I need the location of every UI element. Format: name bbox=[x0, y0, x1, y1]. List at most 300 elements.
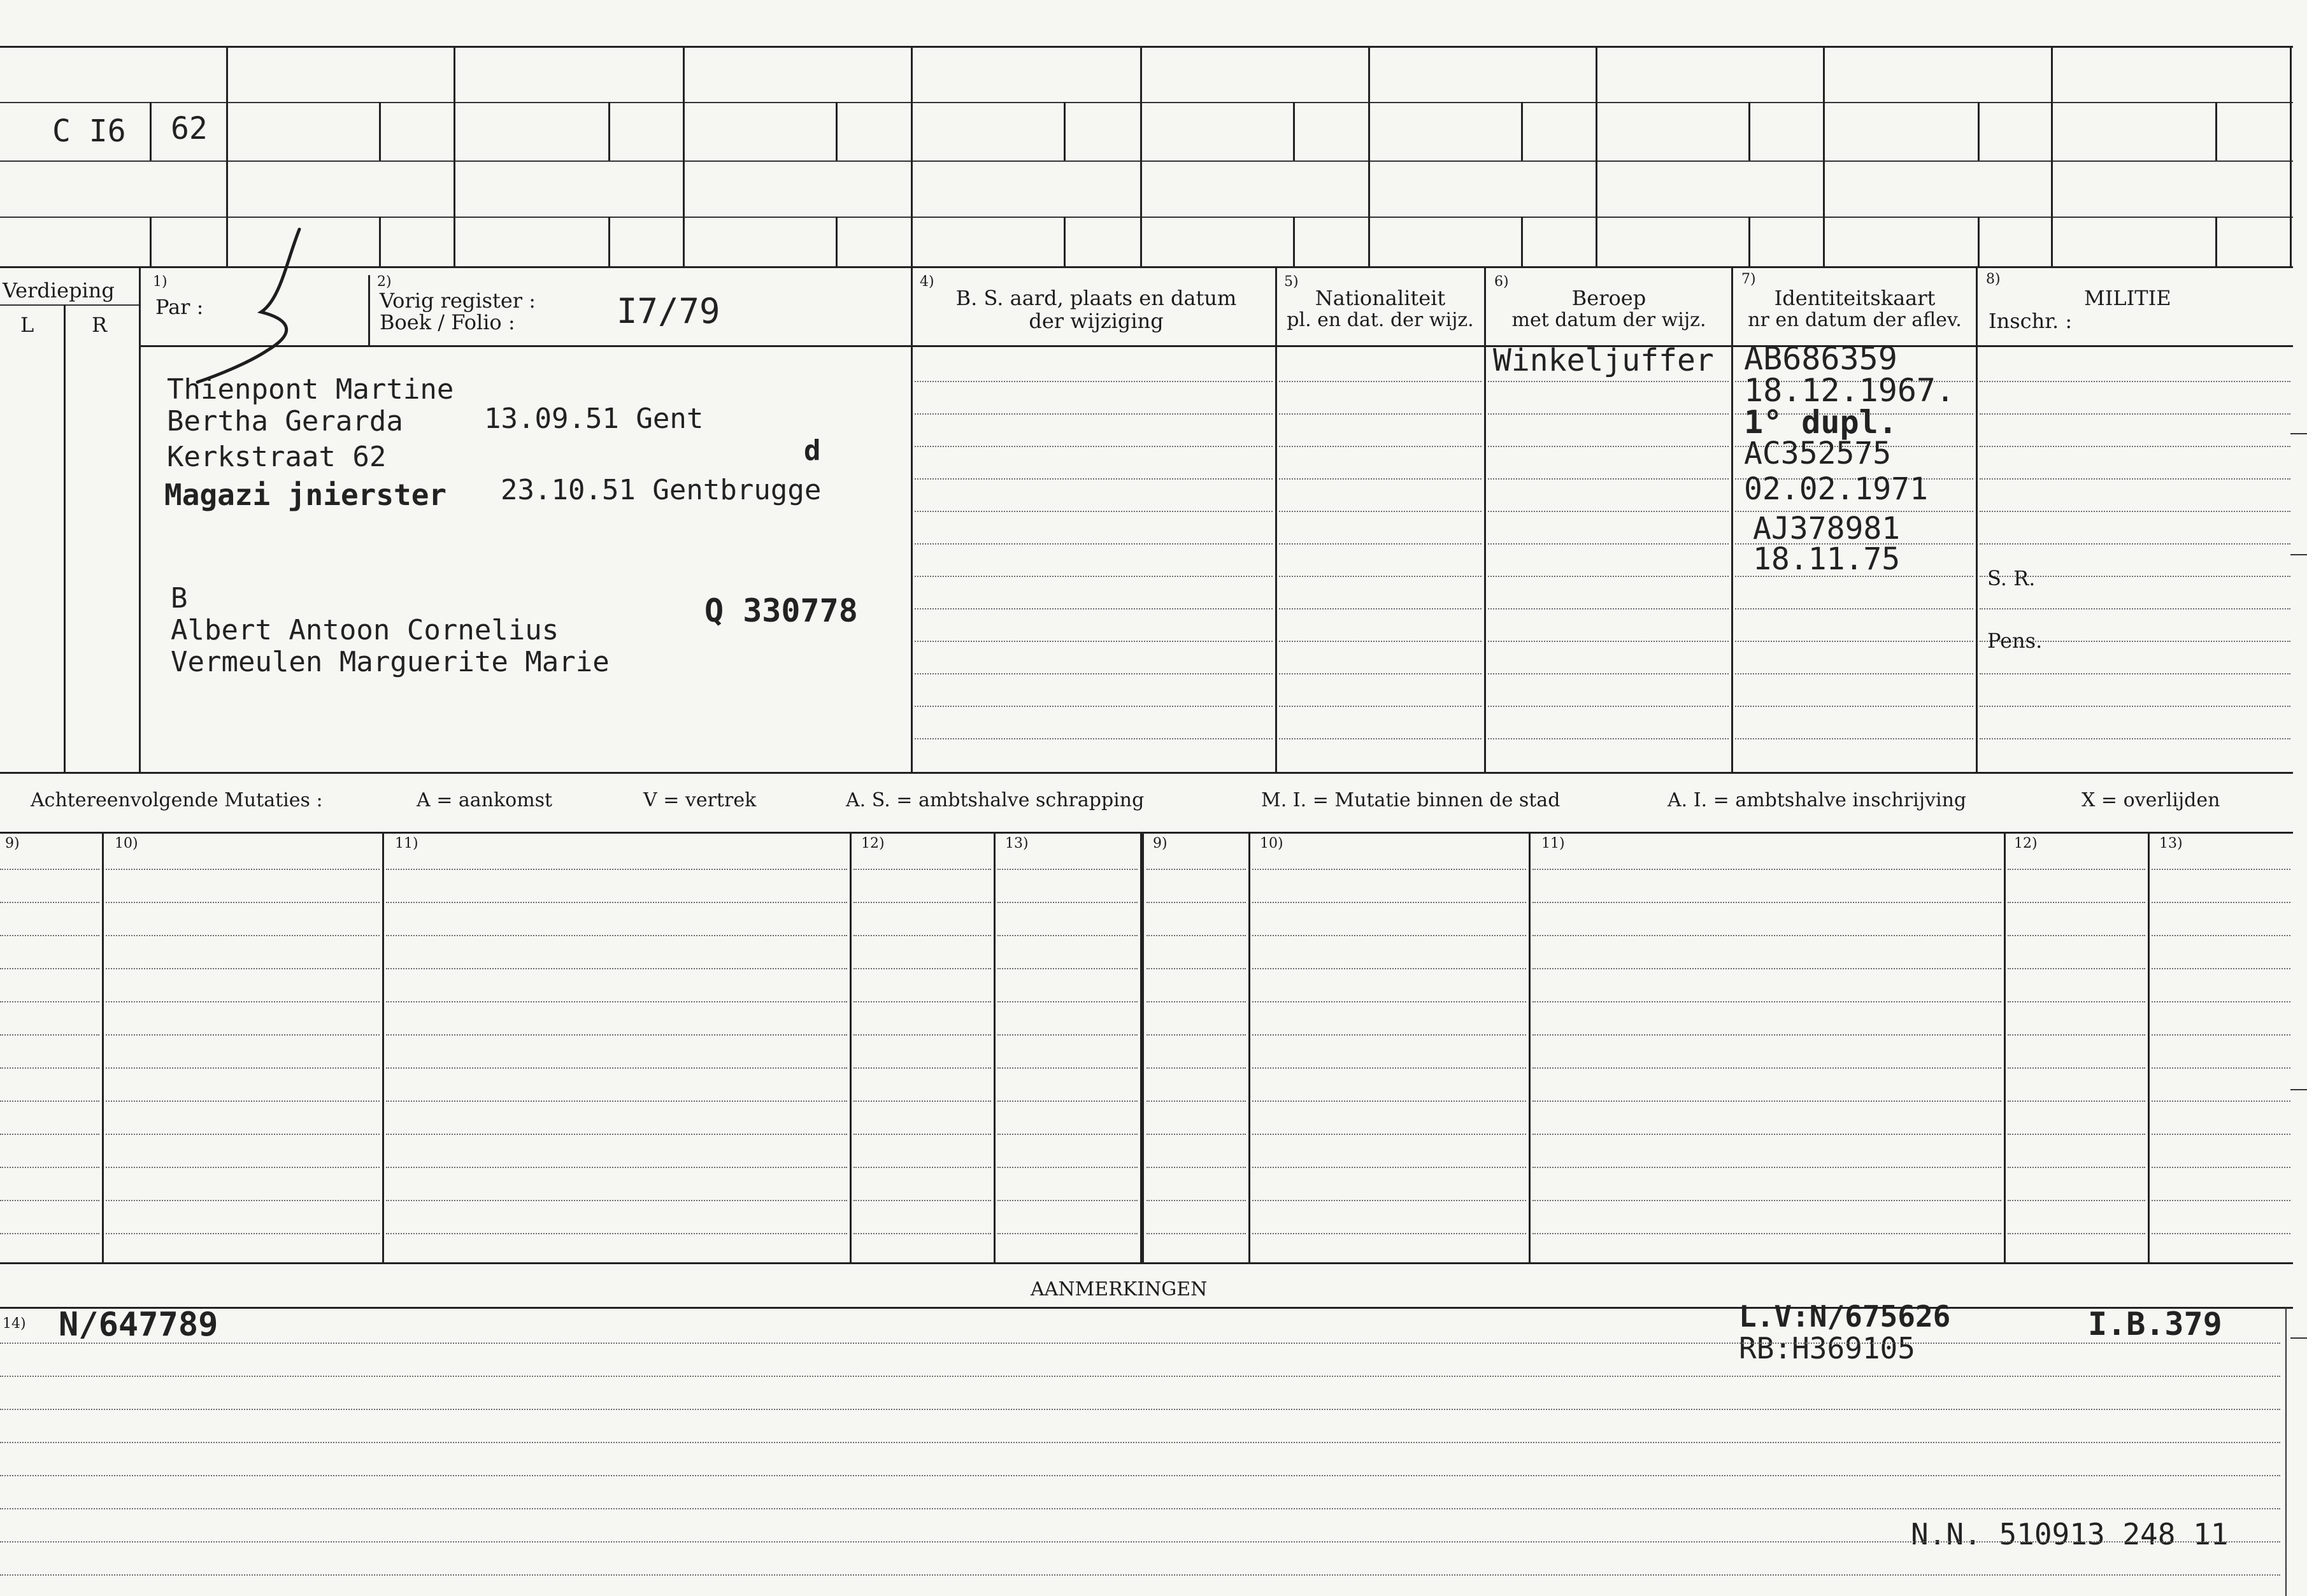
spouse-line-1: Albert Antoon Cornelius bbox=[171, 614, 559, 646]
dotted-rule bbox=[854, 1067, 991, 1069]
dotted-rule bbox=[106, 1067, 380, 1069]
top-rule bbox=[0, 46, 2293, 48]
dotted-rule bbox=[2152, 1001, 2290, 1002]
dotted-rule bbox=[106, 869, 380, 870]
vorig-register-label: Vorig register : bbox=[380, 289, 536, 313]
dotted-rule bbox=[0, 1475, 2280, 1476]
dotted-rule bbox=[2008, 1233, 2145, 1234]
dotted-rule bbox=[1532, 1101, 2001, 1102]
dotted-rule bbox=[854, 902, 991, 903]
nat-header-1: Nationaliteit bbox=[1315, 286, 1446, 310]
grid-line bbox=[379, 217, 381, 266]
mut-col-line bbox=[1248, 832, 1250, 1262]
body-bottom-rule bbox=[0, 772, 2293, 774]
letter-b: B bbox=[171, 582, 188, 615]
dotted-rule bbox=[2008, 1167, 2145, 1168]
militie-header: MILITIE bbox=[2084, 286, 2171, 310]
dotted-rule bbox=[1488, 511, 1729, 512]
dotted-rule bbox=[1488, 543, 1729, 545]
aanmerkingen-title: AANMERKINGEN bbox=[1031, 1278, 1208, 1300]
dotted-rule bbox=[2008, 968, 2145, 969]
grid-rule bbox=[0, 102, 2293, 103]
dotted-rule bbox=[0, 1442, 2280, 1443]
dotted-rule bbox=[106, 1167, 380, 1168]
remark-rb: RB:H369105 bbox=[1739, 1331, 1915, 1365]
grid-line bbox=[454, 46, 455, 266]
dotted-rule bbox=[915, 641, 1273, 642]
bs-header-2: der wijziging bbox=[1029, 309, 1164, 333]
id-entry-4: AC352575 bbox=[1744, 436, 1892, 471]
dotted-rule bbox=[1279, 641, 1482, 642]
dotted-rule bbox=[386, 968, 847, 969]
dotted-rule bbox=[106, 902, 380, 903]
dotted-rule bbox=[1146, 1067, 1246, 1069]
dotted-rule bbox=[1146, 1200, 1246, 1201]
dotted-rule bbox=[1146, 1034, 1246, 1036]
col-line bbox=[1275, 266, 1277, 773]
id-header-2: nr en datum der aflev. bbox=[1748, 309, 1962, 331]
col-num-2: 2) bbox=[377, 274, 392, 290]
grid-line bbox=[683, 46, 685, 266]
dotted-rule bbox=[2008, 902, 2145, 903]
mut-num: 12) bbox=[2014, 836, 2038, 851]
boek-folio-label: Boek / Folio : bbox=[380, 310, 515, 334]
dotted-rule bbox=[1488, 673, 1729, 674]
mut-col-line bbox=[1529, 832, 1531, 1262]
grid-line bbox=[911, 46, 913, 266]
mut-col-line bbox=[382, 832, 384, 1262]
pens-label: Pens. bbox=[1987, 629, 2043, 653]
dotted-rule bbox=[1532, 935, 2001, 936]
dotted-rule bbox=[2152, 1167, 2290, 1168]
dotted-rule bbox=[1488, 706, 1729, 707]
dotted-rule bbox=[2152, 869, 2290, 870]
dotted-rule bbox=[1735, 608, 1973, 609]
dotted-rule bbox=[386, 1101, 847, 1102]
dotted-rule bbox=[0, 869, 99, 870]
grid-line bbox=[1368, 46, 1370, 266]
mut-num: 13) bbox=[2159, 836, 2183, 851]
dotted-rule bbox=[997, 1101, 1138, 1102]
name-line-1: Thienpont Martine bbox=[167, 373, 454, 406]
dotted-rule bbox=[997, 1167, 1138, 1168]
dotted-rule bbox=[1980, 511, 2290, 512]
dotted-rule bbox=[106, 968, 380, 969]
grid-line bbox=[2290, 46, 2292, 266]
handwritten-arrow bbox=[191, 223, 344, 388]
grid-rule bbox=[0, 217, 2293, 218]
dotted-rule bbox=[1532, 1233, 2001, 1234]
id-entry-7: 18.11.75 bbox=[1753, 541, 1901, 577]
dotted-rule bbox=[854, 1001, 991, 1002]
grid-line bbox=[1064, 102, 1066, 160]
marriage-info: 23.10.51 Gentbrugge bbox=[501, 474, 822, 506]
dotted-rule bbox=[1532, 1167, 2001, 1168]
mut-col-line bbox=[2148, 832, 2150, 1262]
dotted-rule bbox=[1735, 706, 1973, 707]
beroep-header-1: Beroep bbox=[1571, 286, 1646, 310]
mut-num: 11) bbox=[395, 836, 418, 851]
mutaties-bottom-rule bbox=[0, 1262, 2293, 1264]
dotted-rule bbox=[0, 1409, 2280, 1410]
grid-line bbox=[836, 217, 838, 266]
profession: Magazi jnierster bbox=[164, 478, 447, 512]
col-line bbox=[139, 266, 141, 773]
dotted-rule bbox=[915, 543, 1273, 545]
mut-num: 13) bbox=[1005, 836, 1029, 851]
dotted-rule bbox=[1279, 608, 1482, 609]
dotted-rule bbox=[1488, 381, 1729, 382]
mutaties-top-rule bbox=[0, 832, 2293, 834]
dotted-rule bbox=[1488, 446, 1729, 447]
dotted-rule bbox=[1252, 1001, 1526, 1002]
par-label: Par : bbox=[155, 295, 204, 319]
legend-v: V = vertrek bbox=[643, 789, 757, 811]
legend-x: X = overlijden bbox=[2082, 789, 2220, 811]
dotted-rule bbox=[1146, 1001, 1246, 1002]
dotted-rule bbox=[0, 1574, 2280, 1576]
dotted-rule bbox=[0, 1001, 99, 1002]
dotted-rule bbox=[0, 935, 99, 936]
grid-line bbox=[608, 102, 610, 160]
grid-line bbox=[2215, 217, 2217, 266]
grid-line bbox=[1748, 217, 1750, 266]
dotted-rule bbox=[854, 1233, 991, 1234]
dotted-rule bbox=[2152, 1200, 2290, 1201]
dotted-rule bbox=[1279, 738, 1482, 739]
dotted-rule bbox=[1532, 902, 2001, 903]
dotted-rule bbox=[1146, 1233, 1246, 1234]
mut-num: 9) bbox=[5, 836, 20, 851]
dotted-rule bbox=[1532, 1134, 2001, 1135]
dotted-rule bbox=[1980, 673, 2290, 674]
id-entry-1: AB686359 bbox=[1744, 340, 1897, 377]
dotted-rule bbox=[915, 413, 1273, 415]
header-bottom-rule bbox=[139, 345, 2293, 347]
dotted-rule bbox=[1252, 1233, 1526, 1234]
dotted-rule bbox=[106, 1034, 380, 1036]
dotted-rule bbox=[106, 1134, 380, 1135]
grid-line bbox=[1596, 46, 1597, 266]
dotted-rule bbox=[915, 673, 1273, 674]
dotted-rule bbox=[915, 381, 1273, 382]
verdieping-r: R bbox=[92, 313, 108, 337]
dotted-rule bbox=[2152, 1034, 2290, 1036]
dotted-rule bbox=[106, 1101, 380, 1102]
mutaties-label: Achtereenvolgende Mutaties : bbox=[31, 789, 323, 811]
dotted-rule bbox=[997, 1034, 1138, 1036]
dotted-rule bbox=[0, 1134, 99, 1135]
grid-line bbox=[150, 217, 152, 266]
dotted-rule bbox=[106, 1233, 380, 1234]
dotted-rule bbox=[1146, 968, 1246, 969]
dotted-rule bbox=[1980, 706, 2290, 707]
dotted-rule bbox=[997, 935, 1138, 936]
dotted-rule bbox=[854, 869, 991, 870]
mut-num: 12) bbox=[861, 836, 885, 851]
dotted-rule bbox=[1279, 706, 1482, 707]
dotted-rule bbox=[915, 608, 1273, 609]
dotted-rule bbox=[1279, 673, 1482, 674]
mark-d: d bbox=[804, 434, 821, 467]
verdieping-label: Verdieping bbox=[3, 278, 115, 303]
col-num-14: 14) bbox=[3, 1316, 26, 1332]
id-entry-5: 02.02.1971 bbox=[1744, 471, 1928, 507]
dotted-rule bbox=[1279, 478, 1482, 480]
dotted-rule bbox=[0, 1233, 99, 1234]
reference-q: Q 330778 bbox=[704, 592, 858, 629]
dotted-rule bbox=[1980, 738, 2290, 739]
dotted-rule bbox=[2152, 1101, 2290, 1102]
dotted-rule bbox=[1532, 869, 2001, 870]
col-num-6: 6) bbox=[1494, 274, 1509, 290]
legend-ai: A. I. = ambtshalve inschrijving bbox=[1668, 789, 1967, 811]
dotted-rule bbox=[0, 1101, 99, 1102]
remark-ref: N/647789 bbox=[59, 1306, 218, 1344]
id-entry-2: 18.12.1967. bbox=[1744, 372, 1955, 409]
dotted-rule bbox=[1252, 1101, 1526, 1102]
dotted-rule bbox=[1735, 641, 1973, 642]
grid-line bbox=[379, 102, 381, 160]
spouse-line-2: Vermeulen Marguerite Marie bbox=[171, 646, 610, 678]
dotted-rule bbox=[997, 1067, 1138, 1069]
dotted-rule bbox=[997, 1233, 1138, 1234]
edge-tick bbox=[2290, 433, 2307, 434]
dotted-rule bbox=[386, 1067, 847, 1069]
grid-line bbox=[2051, 46, 2053, 266]
dotted-rule bbox=[1146, 1167, 1246, 1168]
dotted-rule bbox=[2152, 1067, 2290, 1069]
dotted-rule bbox=[1146, 869, 1246, 870]
name-line-2: Bertha Gerarda bbox=[167, 405, 403, 438]
dotted-rule bbox=[2008, 869, 2145, 870]
dotted-rule bbox=[1980, 446, 2290, 447]
dotted-rule bbox=[997, 1001, 1138, 1002]
dotted-rule bbox=[1532, 1067, 2001, 1069]
dotted-rule bbox=[1488, 576, 1729, 577]
col-line bbox=[368, 275, 370, 346]
dotted-rule bbox=[1488, 738, 1729, 739]
dotted-rule bbox=[0, 1508, 2280, 1509]
dotted-rule bbox=[854, 935, 991, 936]
header-top-rule bbox=[0, 266, 2293, 268]
dotted-rule bbox=[0, 1034, 99, 1036]
dotted-rule bbox=[1252, 968, 1526, 969]
dotted-rule bbox=[915, 576, 1273, 577]
grid-line bbox=[1823, 46, 1825, 266]
grid-line bbox=[1748, 102, 1750, 160]
dotted-rule bbox=[0, 1541, 2280, 1543]
dotted-rule bbox=[1279, 446, 1482, 447]
dotted-rule bbox=[386, 935, 847, 936]
grid-line bbox=[1293, 102, 1295, 160]
col-line bbox=[1484, 266, 1486, 773]
dotted-rule bbox=[1252, 1034, 1526, 1036]
grid-line bbox=[1140, 46, 1142, 266]
grid-line bbox=[1978, 217, 1980, 266]
dotted-rule bbox=[106, 1001, 380, 1002]
col-line bbox=[1976, 266, 1978, 773]
grid-line bbox=[150, 102, 152, 160]
dotted-rule bbox=[386, 1167, 847, 1168]
dotted-rule bbox=[1252, 869, 1526, 870]
dotted-rule bbox=[1532, 1034, 2001, 1036]
remark-lv: L.V:N/675626 bbox=[1739, 1299, 1951, 1334]
verdieping-l: L bbox=[20, 313, 34, 337]
dotted-rule bbox=[1252, 1067, 1526, 1069]
national-number: N.N. 510913 248 11 bbox=[1911, 1517, 2229, 1551]
id-header-1: Identiteitskaart bbox=[1774, 286, 1936, 310]
dotted-rule bbox=[2008, 1001, 2145, 1002]
grid-line bbox=[1064, 217, 1066, 266]
col-line bbox=[1731, 266, 1733, 773]
mut-col-line bbox=[850, 832, 852, 1262]
dotted-rule bbox=[997, 968, 1138, 969]
id-entry-6: AJ378981 bbox=[1753, 511, 1901, 546]
card-number: 62 bbox=[171, 111, 208, 146]
dotted-rule bbox=[915, 446, 1273, 447]
dotted-rule bbox=[0, 1067, 99, 1069]
dotted-rule bbox=[997, 902, 1138, 903]
dotted-rule bbox=[1146, 935, 1246, 936]
grid-line bbox=[836, 102, 838, 160]
edge-tick bbox=[2290, 1089, 2307, 1090]
legend-as: A. S. = ambtshalve schrapping bbox=[846, 789, 1145, 811]
grid-line bbox=[1521, 217, 1523, 266]
dotted-rule bbox=[386, 1034, 847, 1036]
mut-num: 11) bbox=[1541, 836, 1565, 851]
col-line bbox=[911, 266, 913, 773]
card-code: C I6 bbox=[52, 113, 126, 149]
dotted-rule bbox=[2008, 1034, 2145, 1036]
dotted-rule bbox=[0, 1200, 99, 1201]
dotted-rule bbox=[854, 1200, 991, 1201]
col-line bbox=[64, 304, 66, 773]
dotted-rule bbox=[386, 1233, 847, 1234]
dotted-rule bbox=[1488, 608, 1729, 609]
mut-num: 10) bbox=[1260, 836, 1283, 851]
dotted-rule bbox=[0, 902, 99, 903]
col-num-4: 4) bbox=[920, 274, 934, 290]
id-entry-3: 1° dupl. bbox=[1744, 404, 1897, 441]
dotted-rule bbox=[2008, 1101, 2145, 1102]
dotted-rule bbox=[1252, 902, 1526, 903]
boek-folio-value: I7/79 bbox=[617, 291, 720, 331]
dotted-rule bbox=[1252, 1167, 1526, 1168]
dotted-rule bbox=[915, 706, 1273, 707]
grid-line bbox=[2215, 102, 2217, 160]
sr-label: S. R. bbox=[1987, 566, 2036, 590]
dotted-rule bbox=[0, 1167, 99, 1168]
remark-ib: I.B.379 bbox=[2088, 1306, 2222, 1343]
dotted-rule bbox=[1279, 413, 1482, 415]
dotted-rule bbox=[1279, 576, 1482, 577]
dotted-rule bbox=[915, 511, 1273, 512]
dotted-rule bbox=[2152, 1134, 2290, 1135]
dotted-rule bbox=[1980, 543, 2290, 545]
dotted-rule bbox=[2152, 902, 2290, 903]
mut-col-line bbox=[2004, 832, 2006, 1262]
dotted-rule bbox=[2152, 968, 2290, 969]
dotted-rule bbox=[1488, 641, 1729, 642]
dotted-rule bbox=[997, 869, 1138, 870]
dotted-rule bbox=[915, 738, 1273, 739]
dotted-rule bbox=[0, 1376, 2280, 1377]
dotted-rule bbox=[1735, 673, 1973, 674]
dotted-rule bbox=[2008, 1067, 2145, 1069]
mut-col-line bbox=[994, 832, 996, 1262]
col-num-7: 7) bbox=[1741, 271, 1756, 287]
mut-col-line bbox=[102, 832, 104, 1262]
dotted-rule bbox=[1980, 478, 2290, 480]
dotted-rule bbox=[915, 478, 1273, 480]
dotted-rule bbox=[2008, 1200, 2145, 1201]
dotted-rule bbox=[854, 968, 991, 969]
dotted-rule bbox=[2008, 935, 2145, 936]
verdieping-split bbox=[0, 304, 140, 306]
col-num-1: 1) bbox=[153, 274, 168, 290]
legend-mi: M. I. = Mutatie binnen de stad bbox=[1261, 789, 1561, 811]
dotted-rule bbox=[1279, 511, 1482, 512]
dotted-rule bbox=[106, 1200, 380, 1201]
dotted-rule bbox=[997, 1200, 1138, 1201]
dotted-rule bbox=[2152, 935, 2290, 936]
col-num-5: 5) bbox=[1284, 274, 1299, 290]
dotted-rule bbox=[1488, 478, 1729, 480]
dotted-rule bbox=[1735, 738, 1973, 739]
dotted-rule bbox=[2008, 1134, 2145, 1135]
mut-col-divider bbox=[1140, 832, 1144, 1262]
dotted-rule bbox=[854, 1101, 991, 1102]
dotted-rule bbox=[854, 1034, 991, 1036]
dotted-rule bbox=[386, 1200, 847, 1201]
dotted-rule bbox=[1532, 968, 2001, 969]
dotted-rule bbox=[1146, 1101, 1246, 1102]
birth-info: 13.09.51 Gent bbox=[484, 403, 704, 435]
dotted-rule bbox=[0, 1343, 2280, 1344]
edge-tick bbox=[2290, 554, 2307, 555]
dotted-rule bbox=[1980, 608, 2290, 609]
grid-line bbox=[1521, 102, 1523, 160]
beroep-value: Winkeljuffer bbox=[1493, 343, 1714, 378]
dotted-rule bbox=[1532, 1200, 2001, 1201]
dotted-rule bbox=[997, 1134, 1138, 1135]
dotted-rule bbox=[1532, 1001, 2001, 1002]
dotted-rule bbox=[1252, 1134, 1526, 1135]
dotted-rule bbox=[1146, 1134, 1246, 1135]
dotted-rule bbox=[106, 935, 380, 936]
dotted-rule bbox=[2152, 1233, 2290, 1234]
mut-num: 10) bbox=[115, 836, 138, 851]
grid-line bbox=[1293, 217, 1295, 266]
dotted-rule bbox=[386, 1001, 847, 1002]
dotted-rule bbox=[386, 869, 847, 870]
dotted-rule bbox=[1980, 381, 2290, 382]
dotted-rule bbox=[386, 902, 847, 903]
dotted-rule bbox=[1279, 381, 1482, 382]
dotted-rule bbox=[1146, 902, 1246, 903]
mut-num: 9) bbox=[1153, 836, 1168, 851]
legend-a: A = aankomst bbox=[417, 789, 553, 811]
edge-line bbox=[2285, 1307, 2287, 1596]
grid-rule bbox=[0, 160, 2293, 162]
dotted-rule bbox=[854, 1134, 991, 1135]
dotted-rule bbox=[1252, 1200, 1526, 1201]
grid-line bbox=[608, 217, 610, 266]
dotted-rule bbox=[1279, 543, 1482, 545]
dotted-rule bbox=[1488, 413, 1729, 415]
dotted-rule bbox=[1252, 935, 1526, 936]
